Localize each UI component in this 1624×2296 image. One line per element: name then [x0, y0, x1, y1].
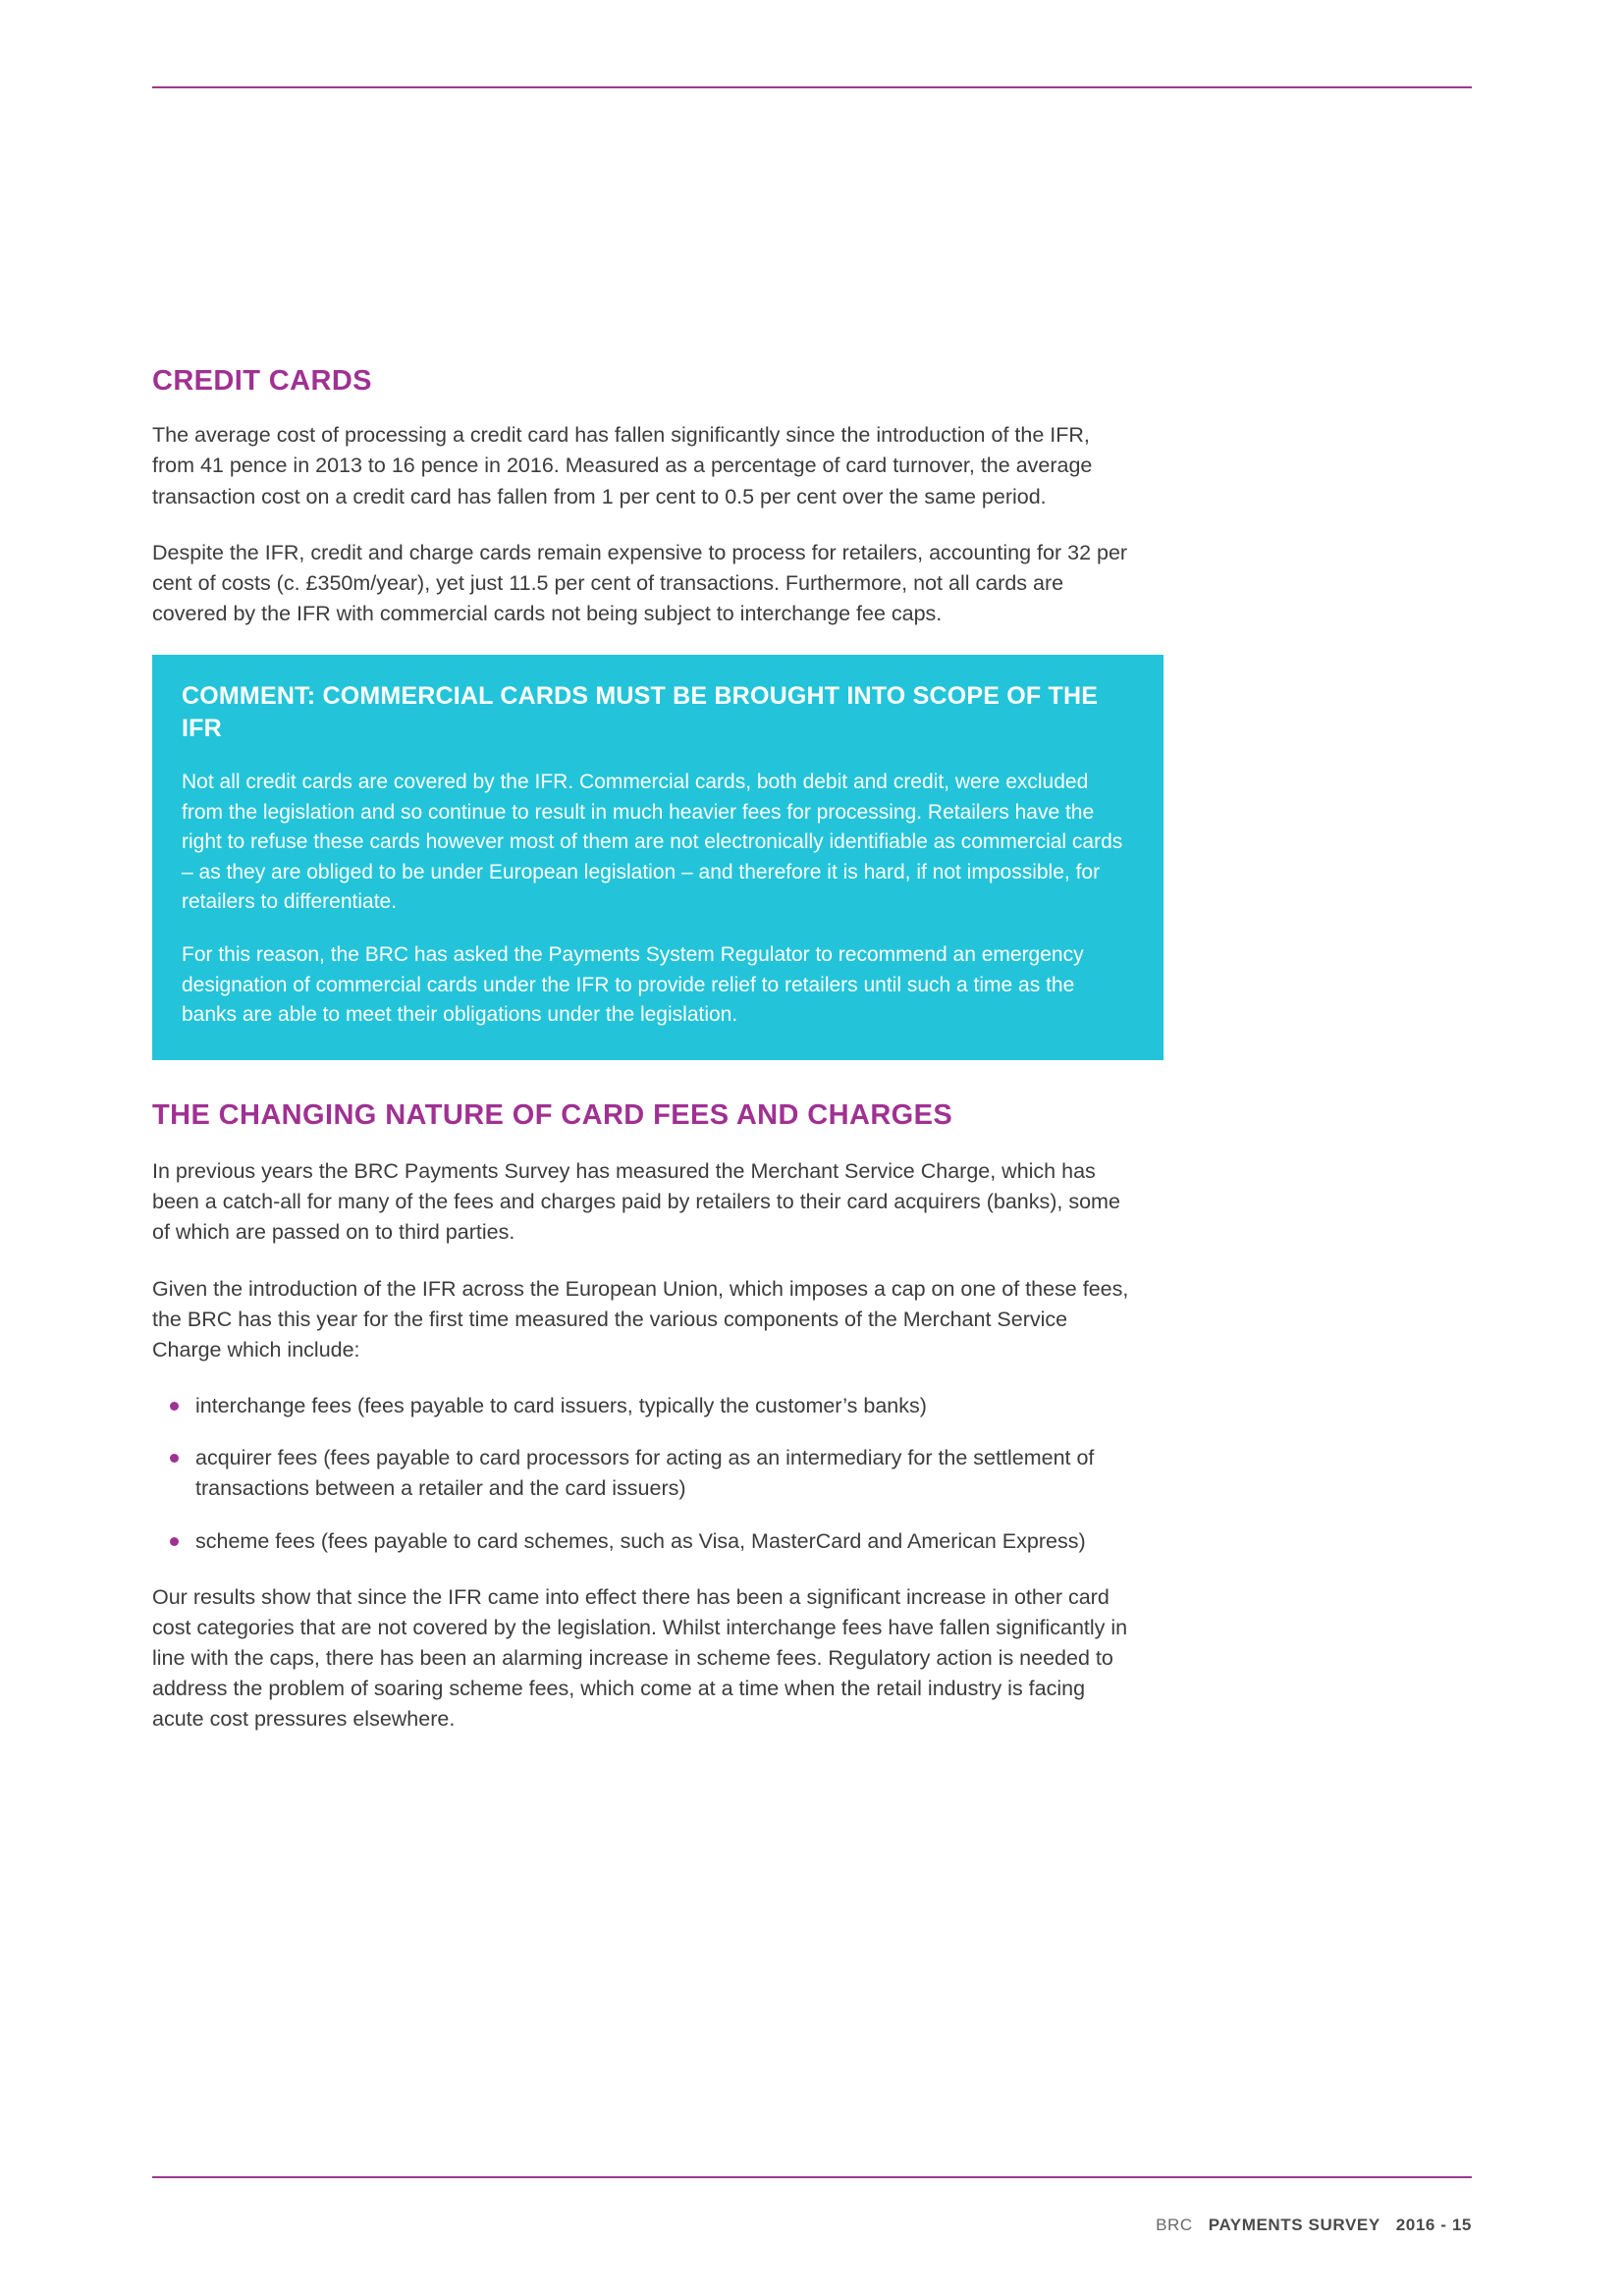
bullet-dot-icon — [170, 1402, 179, 1411]
bullet-dot-icon — [170, 1537, 179, 1546]
page-content — [152, 363, 1144, 1761]
list-item — [152, 1526, 1128, 1557]
page-footer — [1156, 2216, 1472, 2235]
paragraph-card-fees-2: Given the introduction of the IFR across the European Union, which imposes a cap on one of these fees, the BRC has this year for the first time measured the various components of the Merchant Service Charge which include: — [152, 1276, 1129, 1362]
callout-paragraph-2: For this reason, the BRC has asked the Payments System Regulator to recommend an emergency designation of commercial cards under the IFR to provide relief to retailers until such a time as the banks are able to meet their obligations under the legislation. — [182, 943, 1084, 1027]
paragraph-results-summary: Our results show that since the IFR came into effect there has been a significant increase in other card cost categories that are not covered by the legislation. Whilst interchange fees have fallen significantly in line with the caps, there has been an alarming increase in scheme fees. Regulatory action is needed to address the problem of soaring scheme fees, which come at a time when the retail industry is facing acute cost pressures elsewhere. — [152, 1584, 1128, 1732]
list-item — [152, 1391, 1128, 1421]
header-rule — [152, 86, 1472, 88]
paragraph-card-fees-1: In previous years the BRC Payments Survey has measured the Merchant Service Charge, which has been a catch-all for many of the fees and charges paid by retailers to their card acquirers (banks), some of which are passed on to third parties. — [152, 1159, 1120, 1245]
footer-brand: BRC — [1156, 2216, 1193, 2234]
paragraph-credit-cards-1: The average cost of processing a credit card has fallen significantly since the introduction of the IFR, from 41 pence in 2013 to 16 pence in 2016. Measured as a percentage of card turnover, the average transaction cost on a credit card has fallen from 1 per cent to 0.5 per cent over the same period. — [152, 423, 1093, 508]
footer-title: PAYMENTS SURVEY — [1208, 2216, 1380, 2234]
page-title: CREDIT CARDS — [152, 365, 372, 397]
comment-callout — [152, 655, 1164, 1060]
list-item-label: scheme fees (fees payable to card schemes, such as Visa, MasterCard and American Express) — [195, 1528, 1086, 1553]
footer-rule — [152, 2176, 1472, 2178]
section-heading-card-fees: THE CHANGING NATURE OF CARD FEES AND CHARGES — [152, 1098, 953, 1131]
callout-paragraph-1: Not all credit cards are covered by the IFR. Commercial cards, both debit and credit, were excluded from the legislation and so continue to result in much heavier fees for processing. Retailers have the right to refuse these cards however most of them are not electronically identifiable as commercial cards – as they are obliged to be under European legislation – and therefore it is hard, if not impossible, for retailers to differentiate. — [182, 771, 1123, 914]
fee-components-list — [152, 1391, 1144, 1557]
list-item-label: acquirer fees (fees payable to card processors for acting as an intermediary for the settlement of transactions between a retailer and the card issuers) — [195, 1446, 1095, 1501]
paragraph-credit-cards-2: Despite the IFR, credit and charge cards remain expensive to process for retailers, accounting for 32 per cent of costs (c. £350m/year), yet just 11.5 per cent of transactions. Furthermore, not all cards are covered by the IFR with commercial cards not being subject to interchange fee caps. — [152, 540, 1128, 626]
list-item — [152, 1443, 1128, 1504]
footer-page-number: 2016 - 15 — [1395, 2216, 1472, 2234]
callout-heading: COMMENT: COMMERCIAL CARDS MUST BE BROUGHT INTO SCOPE OF THE IFR — [182, 682, 1099, 742]
list-item-label: interchange fees (fees payable to card issuers, typically the customer’s banks) — [195, 1394, 927, 1418]
bullet-dot-icon — [170, 1454, 179, 1463]
